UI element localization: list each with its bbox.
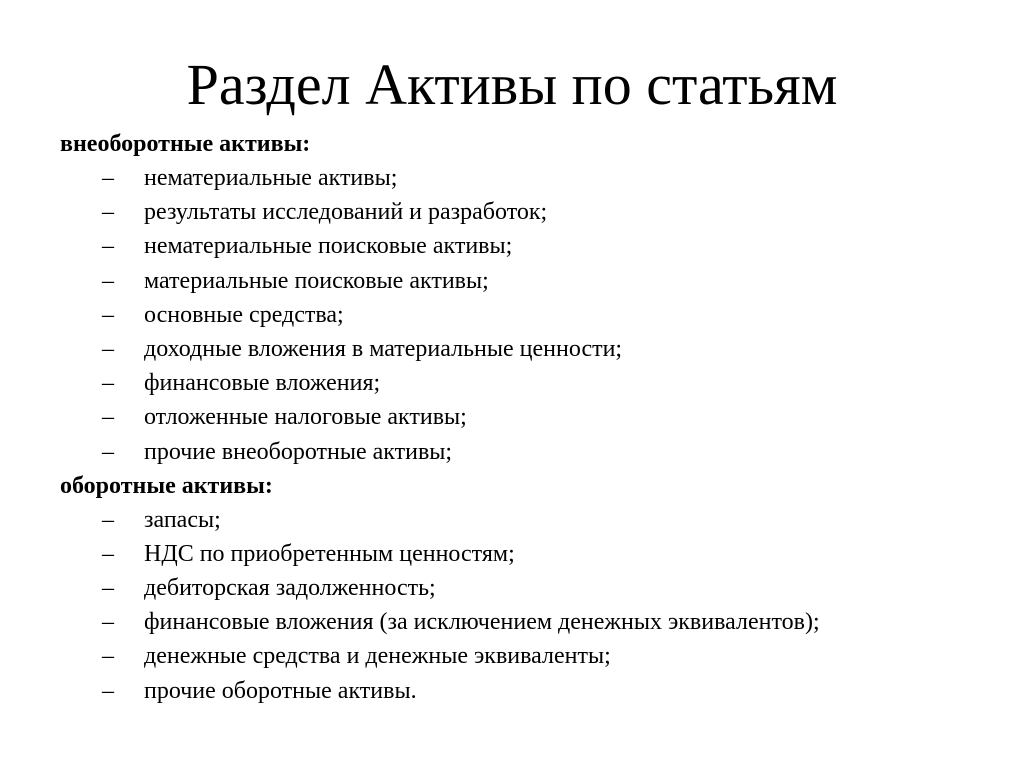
dash-bullet-icon: – — [102, 404, 114, 431]
list-item — [60, 195, 1010, 229]
list-item — [60, 571, 1010, 605]
dash-bullet-icon: – — [102, 199, 114, 226]
list-item — [60, 639, 1010, 673]
item-list — [60, 503, 1010, 708]
dash-bullet-icon: – — [102, 165, 114, 191]
dash-bullet-icon: – — [102, 506, 114, 533]
dash-bullet-icon: – — [102, 575, 114, 602]
dash-bullet-icon: – — [102, 643, 114, 670]
list-item-text: НДС по приобретенным ценностям; — [144, 540, 515, 567]
dash-bullet-icon: – — [102, 609, 114, 636]
slide-content — [60, 127, 1010, 708]
list-item — [60, 400, 1010, 434]
dash-bullet-icon: – — [102, 301, 114, 328]
list-item-text: доходные вложения в материальные ценности; — [144, 335, 623, 362]
list-item-text: прочие внеоборотные активы; — [144, 438, 453, 465]
list-item — [60, 161, 1010, 195]
dash-bullet-icon: – — [102, 233, 114, 260]
list-item-text: прочие оборотные активы. — [144, 677, 417, 704]
list-item — [60, 298, 1010, 332]
list-item — [60, 264, 1010, 298]
section-current-assets — [60, 469, 1010, 708]
list-item — [60, 537, 1010, 571]
dash-bullet-icon: – — [102, 267, 114, 294]
list-item-text: результаты исследований и разработок; — [144, 199, 548, 226]
list-item-text: запасы; — [144, 506, 221, 533]
section-noncurrent-assets — [60, 127, 1010, 469]
list-item-text: материальные поисковые активы; — [144, 267, 489, 294]
list-item — [60, 435, 1010, 469]
section-heading: оборотные активы: — [60, 472, 273, 499]
list-item — [60, 366, 1010, 400]
dash-bullet-icon: – — [102, 540, 114, 567]
list-item-text: финансовые вложения (за исключением денежных эквивалентов); — [144, 609, 820, 636]
dash-bullet-icon: – — [102, 370, 114, 397]
list-item-text: основные средства; — [144, 301, 344, 328]
list-item — [60, 229, 1010, 263]
section-heading: внеоборотные активы: — [60, 131, 311, 157]
list-item — [60, 605, 1010, 639]
item-list — [60, 161, 1010, 469]
list-item — [60, 674, 1010, 708]
list-item-text: дебиторская задолженность; — [144, 575, 436, 602]
dash-bullet-icon: – — [102, 677, 114, 704]
list-item — [60, 503, 1010, 537]
list-item-text: денежные средства и денежные эквиваленты; — [144, 643, 611, 670]
list-item-text: нематериальные поисковые активы; — [144, 233, 513, 260]
dash-bullet-icon: – — [102, 335, 114, 362]
list-item — [60, 332, 1010, 366]
slide-title: Раздел Активы по статьям — [186, 52, 838, 117]
list-item-text: нематериальные активы; — [144, 165, 398, 191]
list-item-text: отложенные налоговые активы; — [144, 404, 467, 431]
dash-bullet-icon: – — [102, 438, 114, 465]
list-item-text: финансовые вложения; — [144, 370, 381, 397]
